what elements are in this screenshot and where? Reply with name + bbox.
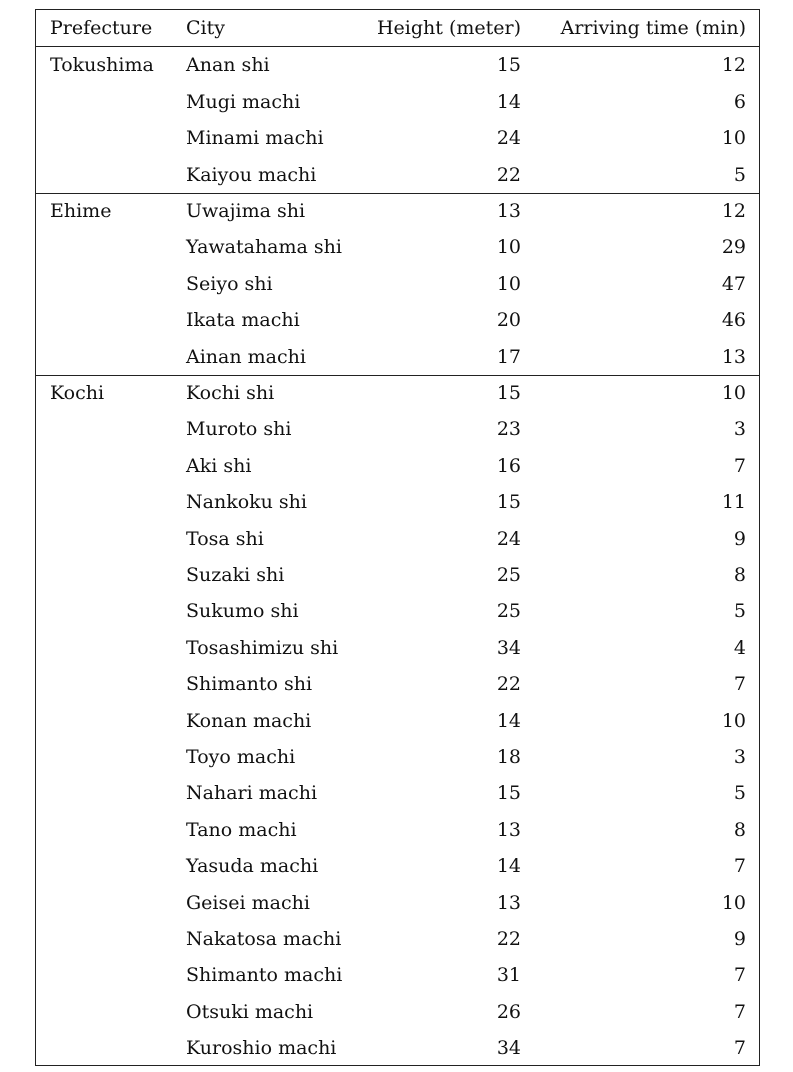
height-cell: 23 [496,418,521,441]
height-cell: 22 [496,163,521,186]
city-cell: Mugi machi [186,90,301,113]
city-cell: Tosashimizu shi [186,636,339,659]
arriving-time-cell: 8 [733,564,746,586]
header-prefecture: Prefecture [50,17,153,39]
table-row [36,484,759,520]
table-row [36,157,759,193]
height-cell: 15 [496,382,521,404]
city-cell: Konan machi [186,709,312,732]
height-cell: 24 [496,127,521,150]
height-cell: 31 [496,964,521,987]
arriving-time-cell: 11 [721,491,746,514]
city-cell: Shimanto shi [186,673,313,696]
prefecture-cell: Tokushima [50,54,154,77]
arriving-time-cell: 13 [721,345,746,368]
city-cell: Uwajima shi [186,200,306,222]
city-cell: Nahari machi [186,782,318,805]
arriving-time-cell: 9 [733,928,746,950]
table-row [36,885,759,921]
arriving-time-cell: 10 [721,127,746,150]
city-cell: Yawatahama shi [186,236,342,259]
city-cell: Nakatosa machi [186,928,342,950]
table-row [36,84,759,120]
table-row [36,666,759,702]
table-row [36,120,759,156]
table-row [36,339,759,375]
header-city: City [186,17,225,39]
city-cell: Tosa shi [186,527,264,550]
arriving-time-cell: 10 [721,891,746,914]
city-cell: Aki shi [186,454,252,477]
height-cell: 15 [496,54,521,77]
height-cell: 20 [496,309,521,332]
table-row [36,47,759,83]
city-cell: Kuroshio machi [186,1037,337,1060]
city-cell: Ainan machi [186,345,306,368]
arriving-time-cell: 8 [733,818,746,841]
table-row [36,739,759,775]
arriving-time-cell: 46 [721,309,746,332]
height-cell: 16 [496,454,521,477]
city-cell: Kochi shi [186,382,275,404]
city-cell: Muroto shi [186,418,292,441]
arriving-time-cell: 7 [733,673,746,696]
table-row [36,448,759,484]
table-row [36,994,759,1030]
header-height: Height (meter) [376,17,521,39]
height-cell: 13 [496,818,521,841]
height-cell: 15 [496,782,521,805]
city-cell: Anan shi [186,54,270,77]
arriving-time-cell: 7 [733,1037,746,1060]
height-cell: 25 [496,600,521,623]
city-cell: Tano machi [186,818,297,841]
table-row [36,921,759,957]
height-cell: 25 [496,564,521,586]
table-row [36,630,759,666]
height-cell: 34 [496,1037,521,1060]
city-cell: Nankoku shi [186,491,307,514]
city-cell: Yasuda machi [186,855,319,878]
city-cell: Sukumo shi [186,600,299,623]
city-cell: Shimanto machi [186,964,343,987]
height-cell: 26 [496,1000,521,1023]
arriving-time-cell: 3 [733,418,746,441]
arriving-time-cell: 10 [721,709,746,732]
table-row [36,521,759,557]
height-cell: 10 [496,272,521,295]
table-row [36,703,759,739]
city-cell: Geisei machi [186,891,310,914]
arriving-time-cell: 10 [721,382,746,404]
arriving-time-cell: 9 [733,527,746,550]
height-cell: 10 [496,236,521,259]
city-cell: Suzaki shi [186,564,285,586]
table-row [36,812,759,848]
arriving-time-cell: 47 [721,272,746,295]
table-row [36,848,759,884]
table-row [36,266,759,302]
table-row [36,229,759,265]
arriving-time-cell: 7 [733,855,746,878]
arriving-time-cell: 5 [733,782,746,805]
table-row [36,375,759,411]
height-cell: 14 [496,855,521,878]
height-cell: 13 [496,891,521,914]
height-cell: 17 [496,345,521,368]
prefecture-cell: Kochi [50,382,105,404]
table-row [36,775,759,811]
tsunami-table [35,9,760,1066]
prefecture-cell: Ehime [50,200,112,222]
table-row [36,411,759,447]
height-cell: 22 [496,673,521,696]
city-cell: Otsuki machi [186,1000,314,1023]
table-row [36,193,759,229]
arriving-time-cell: 3 [733,746,746,768]
header-arriving-time: Arriving time (min) [560,17,746,39]
arriving-time-cell: 12 [721,54,746,77]
city-cell: Ikata machi [186,309,300,332]
arriving-time-cell: 29 [721,236,746,259]
table-row [36,557,759,593]
arriving-time-cell: 6 [733,90,746,113]
city-cell: Kaiyou machi [186,163,317,186]
arriving-time-cell: 7 [733,1000,746,1023]
city-cell: Toyo machi [186,746,296,768]
table-row [36,302,759,338]
city-cell: Minami machi [186,127,324,150]
table-row [36,1030,759,1066]
arriving-time-cell: 7 [733,454,746,477]
height-cell: 14 [496,709,521,732]
arriving-time-cell: 7 [733,964,746,987]
arriving-time-cell: 5 [733,163,746,186]
arriving-time-cell: 5 [733,600,746,623]
height-cell: 22 [496,928,521,950]
table-row [36,957,759,993]
height-cell: 34 [496,636,521,659]
height-cell: 15 [496,491,521,514]
header-row [36,10,759,46]
height-cell: 13 [496,200,521,222]
arriving-time-cell: 12 [721,200,746,222]
arriving-time-cell: 4 [733,636,746,659]
height-cell: 14 [496,90,521,113]
city-cell: Seiyo shi [186,272,273,295]
height-cell: 18 [496,746,521,768]
height-cell: 24 [496,527,521,550]
table-row [36,593,759,629]
